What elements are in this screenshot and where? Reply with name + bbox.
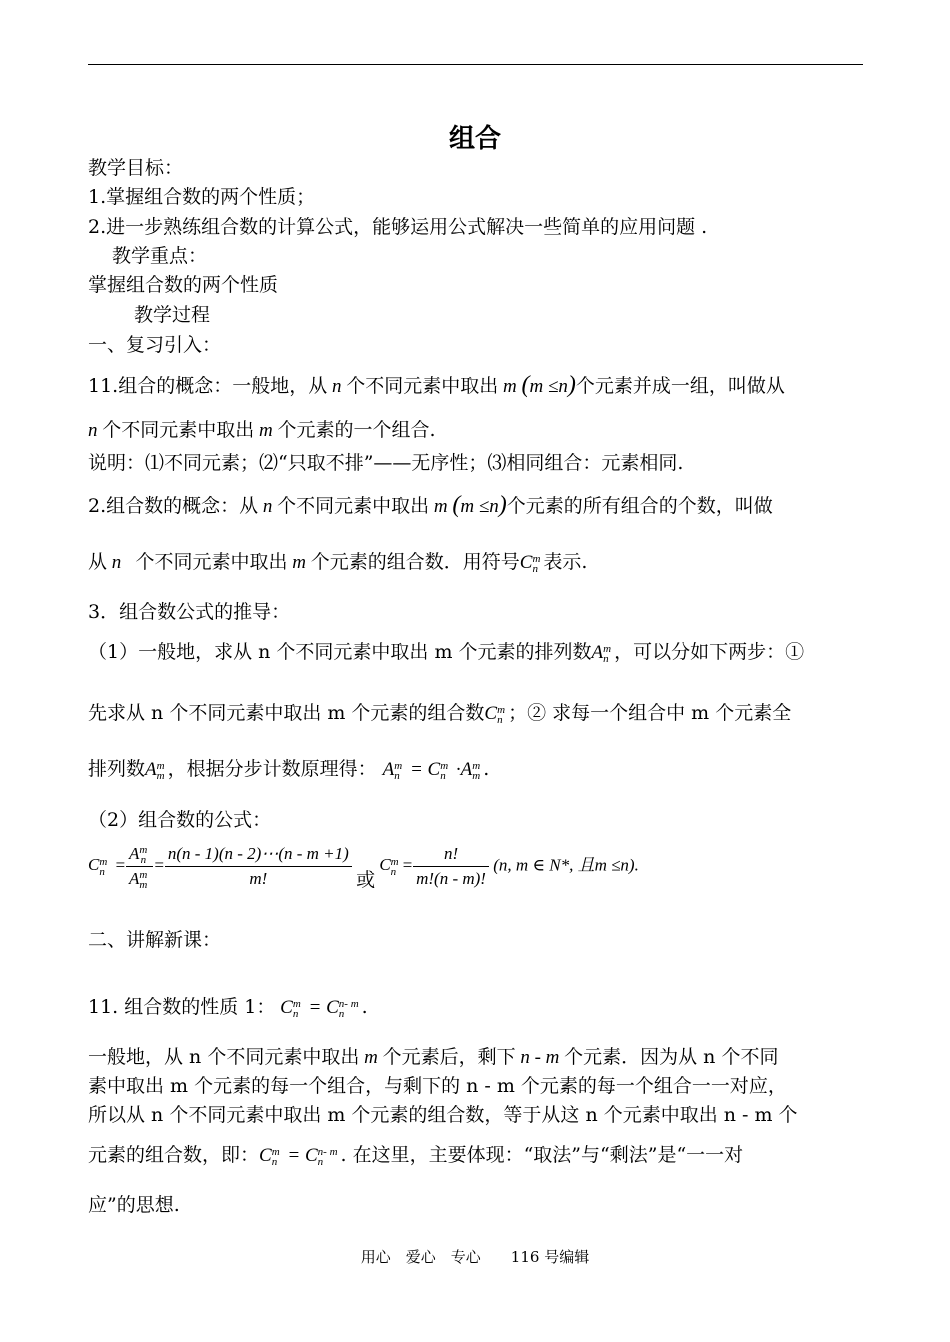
or-word: 或 — [356, 870, 376, 892]
property-formula: C m n = C n- m n — [259, 1145, 338, 1168]
num-concept-mid1: 个不同元素中取出 — [277, 495, 430, 517]
num-concept-line-1: 2.组合数的概念：从 n 个不同元素中取出 m (m ≤n)个元素的所有组合的个数，叫做 — [88, 492, 773, 518]
p1-c: 个元素．因为从 n 个不同 — [564, 1046, 779, 1068]
para-line-3: 所以从 n 个不同元素中取出 m 个元素的组合数，等于从这 n 个元素中取出 n - m 个 — [88, 1104, 798, 1126]
concept2-end: 个元素的一个组合. — [277, 419, 436, 441]
derive3-mid: ，根据分步计数原理得： — [167, 758, 377, 780]
math-m: m — [287, 552, 311, 573]
concept-line-1: 11.组合的概念：一般地，从 n 个不同元素中取出 m (m ≤n)个元素并成一组，叫做从 — [88, 372, 785, 398]
math-m: m — [254, 420, 278, 441]
process-heading: 教学过程 — [134, 304, 211, 326]
review-heading: 一、复习引入： — [88, 334, 222, 356]
goal-2: 2.进一步熟练组合数的计算公式，能够运用公式解决一些简单的应用问题 . — [88, 216, 708, 238]
header-rule — [88, 64, 863, 65]
math-m: m — [429, 496, 453, 517]
p4-b: . 在这里，主要体现：“取法”与“剩法”是“一一对 — [340, 1144, 744, 1166]
goal-heading: 教学目标： — [88, 157, 184, 179]
page-title: 组合 — [448, 124, 501, 154]
derive-line-1 — [88, 640, 804, 665]
concept-mid1: 个不同元素中取出 — [346, 375, 499, 397]
para-line-2: 素中取出 m 个元素的每一个组合，与剩下的 n - m 个元素的每一个组合一一对应， — [88, 1075, 787, 1097]
math-m: m — [359, 1047, 383, 1068]
derive-heading: 3．组合数公式的推导： — [88, 601, 291, 623]
derive1-text: （1）一般地，求从 n 个不同元素中取出 m 个元素的排列数 — [88, 641, 592, 663]
prop-prefix: 11. 组合数的性质 1： — [88, 996, 276, 1018]
symbol-A-n-m: A m n — [591, 642, 612, 665]
para-line-4 — [88, 1143, 743, 1168]
num-concept-mid2: 个元素的所有组合的个数，叫做 — [506, 495, 773, 517]
new-heading: 二、讲解新课： — [88, 929, 222, 951]
symbol-C-n-m: C m n — [484, 703, 506, 726]
property-formula: C m n = C n- m n — [275, 997, 359, 1020]
formula-heading: （2）组合数的公式： — [88, 809, 272, 831]
derive-line-3: 排列数A m m ，根据分步计数原理得： A m n = C m n ·A m m . — [88, 758, 490, 782]
combination-formula: C m n = A m n A m m = $\frac{n(n - 1)(n - 2)\cdots(n - m +1)}{m!}$ 或 C m n = $\frac{n!}{m!(n - m)!}$ (n, m ∈ N*, 且m ≤n). — [88, 844, 639, 892]
concept-prefix: 11.组合的概念：一般地，从 — [88, 375, 328, 397]
property-line: 11. 组合数的性质 1： C m n = C n- m n . — [88, 996, 368, 1020]
math-n: n — [327, 376, 347, 397]
product-formula: A m n = C m n ·A m m — [382, 759, 481, 782]
math-n: n — [88, 420, 103, 441]
math-n-minus-m: n - m — [515, 1047, 565, 1068]
footer: 用心 爱心 专心 116 号编辑 — [360, 1248, 590, 1266]
num-concept2-end: 表示. — [543, 551, 588, 573]
derive2-text: 先求从 n 个不同元素中取出 m 个元素的组合数 — [88, 702, 485, 724]
goal-1: 1.掌握组合数的两个性质； — [88, 186, 316, 208]
p1-a: 一般地，从 n 个不同元素中取出 — [88, 1046, 360, 1068]
num-concept2-mid2: 个元素的组合数．用符号 — [310, 551, 520, 573]
num-concept2-prefix: 从 — [88, 551, 108, 573]
symbol-C-n-m: C m n — [519, 552, 541, 575]
p4-a: 元素的组合数，即： — [88, 1144, 260, 1166]
focus-heading: 教学重点： — [112, 245, 208, 267]
symbol-A-m-m: A m m — [145, 759, 165, 782]
math-m: m — [498, 376, 522, 397]
para-line-1 — [88, 1045, 778, 1070]
note-line: 说明：⑴不同元素；⑵“只取不排”——无序性；⑶相同组合：元素相同. — [88, 452, 684, 474]
math-n: n — [107, 552, 136, 573]
math-m-le-n: ( — [521, 372, 530, 398]
concept-line-2 — [88, 418, 436, 443]
num-concept-line-2 — [88, 550, 587, 575]
math-n: n — [258, 496, 278, 517]
concept-mid2: 个元素并成一组，叫做从 — [575, 375, 785, 397]
concept2-mid1: 个不同元素中取出 — [102, 419, 255, 441]
derive1-end: ，可以分如下两步：① — [614, 641, 805, 663]
focus-text: 掌握组合数的两个性质 — [88, 274, 279, 296]
para-line-5: 应”的思想. — [88, 1194, 180, 1216]
derive2-end: ；② 求每一个组合中 m 个元素全 — [508, 702, 792, 724]
derive-line-2 — [88, 701, 791, 726]
derive3-text: 排列数 — [88, 758, 146, 780]
num-concept-prefix: 2.组合数的概念：从 — [88, 495, 259, 517]
num-concept2-mid: 个不同元素中取出 — [135, 551, 288, 573]
p1-b: 个元素后，剩下 — [382, 1046, 516, 1068]
